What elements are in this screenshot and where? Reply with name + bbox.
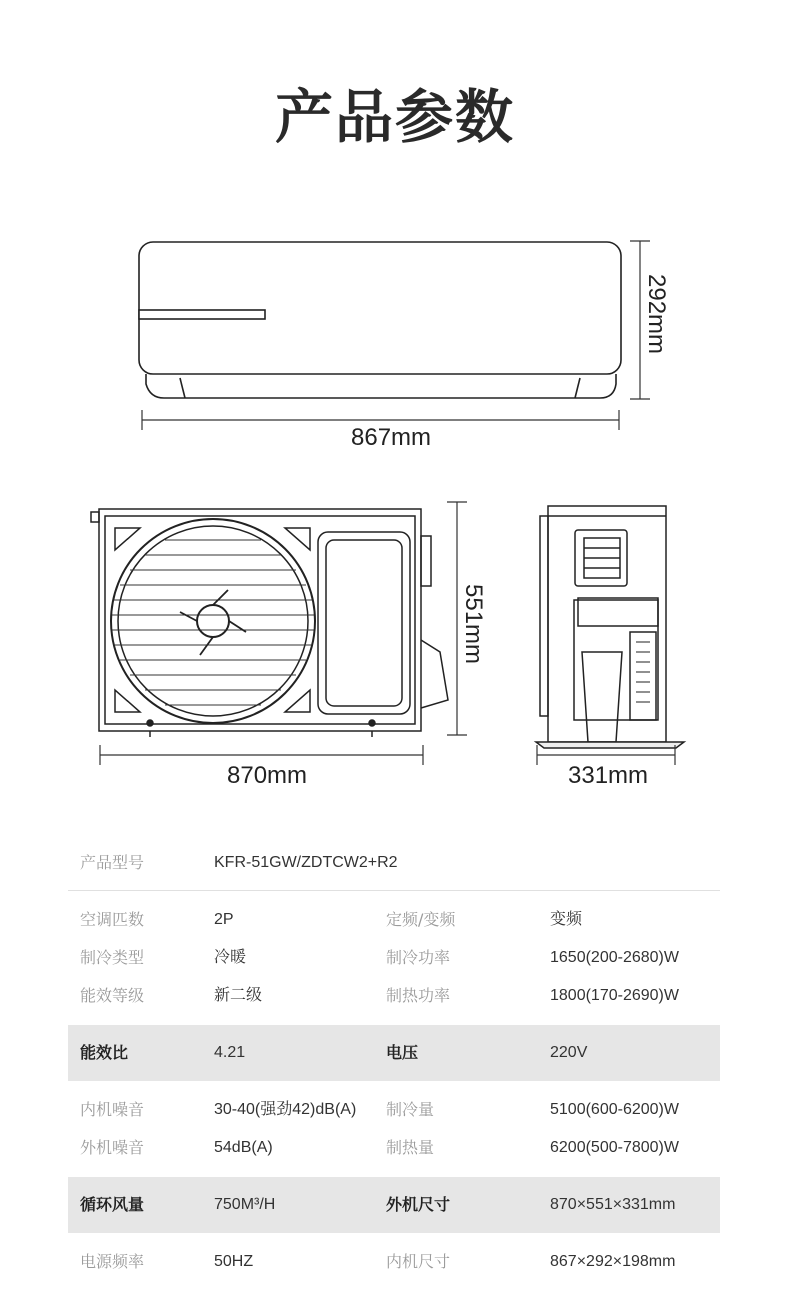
spec-value: 2P [214, 911, 234, 928]
spec-table [68, 844, 720, 1281]
spec-label: 能效等级 [80, 986, 145, 1005]
indoor-height-label: 292mm [643, 274, 670, 355]
spec-label: 能效比 [80, 1043, 129, 1062]
model-row [68, 844, 720, 882]
spec-row [68, 977, 720, 1015]
spec-label: 电压 [386, 1043, 419, 1062]
spec-label: 电源频率 [80, 1252, 145, 1271]
spec-value: 5100(600-6200)W [550, 1101, 679, 1118]
spec-value: 54dB(A) [214, 1139, 273, 1156]
indoor-width-label: 867mm [351, 424, 432, 451]
spec-value: 冷暖 [214, 949, 247, 966]
spec-value: 220V [550, 1044, 588, 1061]
spec-row [68, 1091, 720, 1129]
spec-value: 30-40(强劲42)dB(A) [214, 1101, 357, 1118]
outdoor-unit-side-drawing [536, 506, 684, 748]
spec-value: 1650(200-2680)W [550, 949, 679, 966]
spec-row [68, 1243, 720, 1281]
spec-label: 外机噪音 [80, 1138, 145, 1157]
spec-label: 产品型号 [80, 853, 145, 872]
outdoor-unit-front-drawing [91, 509, 448, 737]
spec-value: 750M³/H [214, 1196, 276, 1213]
spec-value: 867×292×198mm [550, 1253, 676, 1270]
spec-row [68, 939, 720, 977]
divider [68, 890, 720, 891]
outdoor-width-label: 870mm [227, 762, 308, 789]
spec-label: 制热功率 [386, 986, 451, 1005]
spec-value: 1800(170-2690)W [550, 987, 679, 1004]
spec-row [68, 1129, 720, 1167]
spec-label: 内机尺寸 [386, 1252, 451, 1271]
spec-label: 制冷功率 [386, 948, 451, 967]
page-title: 产品参数 [274, 83, 515, 151]
spec-row-highlighted [68, 1177, 720, 1233]
spec-label: 循环风量 [80, 1195, 145, 1214]
spec-label: 制冷量 [386, 1100, 435, 1119]
spec-row [68, 901, 720, 939]
spec-value: 50HZ [214, 1253, 254, 1270]
spec-label: 空调匹数 [80, 910, 145, 929]
spec-value: KFR-51GW/ZDTCW2+R2 [214, 854, 398, 871]
spec-value: 新二级 [214, 987, 263, 1004]
spec-value: 870×551×331mm [550, 1196, 676, 1213]
indoor-unit-drawing [139, 242, 621, 398]
spec-value: 6200(500-7800)W [550, 1139, 679, 1156]
spec-row-highlighted [68, 1025, 720, 1081]
outdoor-height-label: 551mm [460, 584, 487, 665]
spec-label: 制冷类型 [80, 948, 145, 967]
spec-value: 4.21 [214, 1044, 246, 1061]
spec-label: 内机噪音 [80, 1100, 145, 1119]
outdoor-depth-label: 331mm [568, 762, 649, 789]
spec-label: 外机尺寸 [386, 1195, 451, 1214]
spec-label: 定频/变频 [386, 910, 456, 929]
spec-value: 变频 [550, 911, 583, 928]
spec-label: 制热量 [386, 1138, 435, 1157]
